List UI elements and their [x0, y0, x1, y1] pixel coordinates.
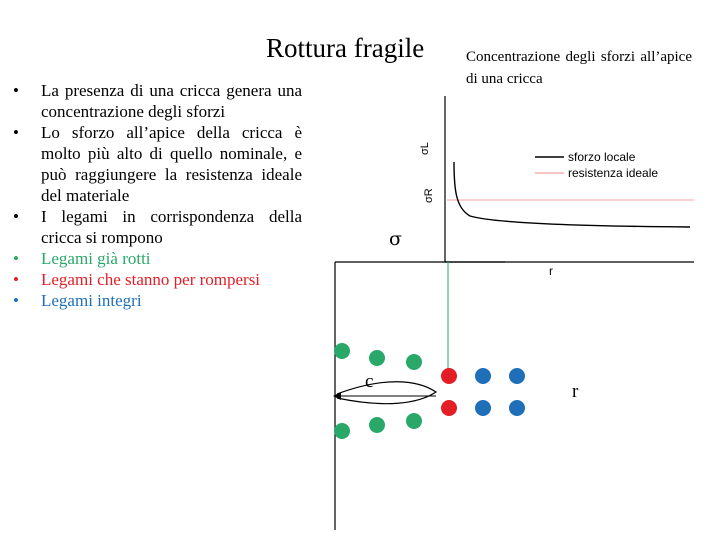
bullet-dot: •: [13, 207, 19, 226]
bullet-text: Legami integri: [41, 291, 142, 310]
bond-atom-broken: [406, 354, 422, 370]
bond-atom-intact: [475, 400, 491, 416]
bullet-dot: •: [13, 81, 19, 100]
chart-y-axis-label: σL: [419, 142, 431, 155]
chart-y-ref-label: σR: [423, 188, 435, 203]
r-direction-label: r: [572, 381, 579, 402]
bond-atom-broken: [334, 423, 350, 439]
crack-length-arrowhead: [333, 392, 341, 400]
bond-atom-broken: [406, 413, 422, 429]
bullet-dot: •: [13, 123, 19, 142]
sigma-label: σ: [389, 228, 402, 250]
chart-legend: [535, 150, 658, 180]
bullet-text: Lo sforzo all’apice della cricca è molto più alto di quello nominale, e può raggiungere la resistenza ideale del materiale: [41, 123, 302, 205]
bullet-text: Legami già rotti: [41, 249, 151, 268]
bullet-dot: •: [13, 291, 19, 310]
bullet-text: Legami che stanno per rompersi: [41, 270, 261, 289]
crack-profile: [337, 382, 436, 404]
stress-chart: [419, 96, 694, 278]
bullet-text: I legami in corrispondenza della cricca si rompono: [41, 207, 302, 247]
bullet-dot: •: [13, 270, 19, 289]
bond-atom-broken: [369, 350, 385, 366]
bond-atom-intact: [509, 368, 525, 384]
slide-title: Rottura fragile: [266, 33, 425, 63]
bond-atom-intact: [475, 368, 491, 384]
legend-label-ideal: resistenza ideale: [568, 166, 659, 180]
chart-x-axis-label: r: [549, 264, 553, 278]
bond-atom-breaking: [441, 400, 457, 416]
bullet-text: La presenza di una cricca genera una concentrazione degli sforzi: [41, 81, 302, 121]
bullet-dot: •: [13, 249, 19, 268]
bond-atom-intact: [509, 400, 525, 416]
legend-label-local: sforzo locale: [568, 150, 636, 164]
bond-atom-breaking: [441, 368, 457, 384]
bond-atom-broken: [369, 417, 385, 433]
slide-subtitle: Concentrazione degli sforzi all’apice di una cricca: [466, 49, 692, 87]
bond-atom-broken: [334, 343, 350, 359]
crack-length-label: c: [365, 371, 374, 392]
crack-diagram: [333, 228, 579, 530]
